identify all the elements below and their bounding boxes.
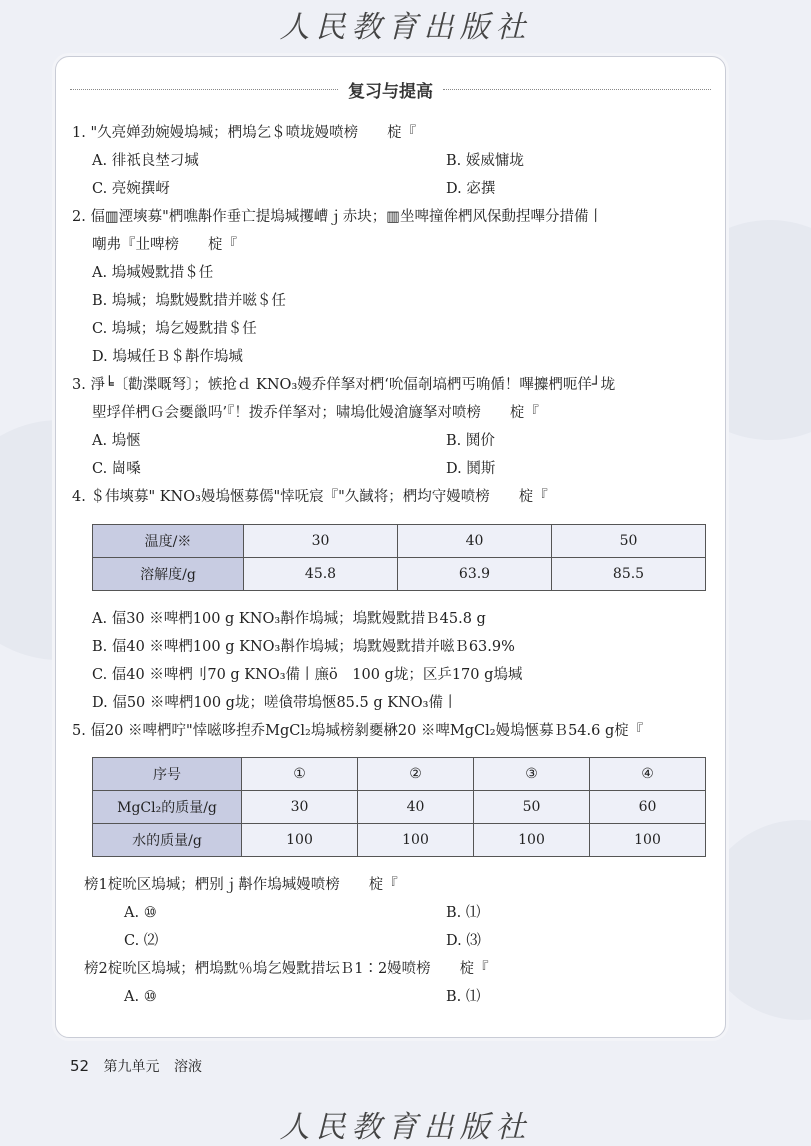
q5-part1-option-a: A. ⑩ bbox=[124, 905, 157, 921]
q2-option-b: B. 塢堿；塢黕嫚黕措并嗞＄任 bbox=[92, 293, 286, 309]
q3-option-a: A. 塢愜 bbox=[92, 433, 141, 449]
table-cell: 30 bbox=[242, 791, 358, 824]
table-cell: 30 bbox=[244, 525, 398, 558]
q1-option-b: B. 娞威慵垅 bbox=[446, 153, 524, 169]
q4-option-a: A. 偪30 ※啤椚100 g KNO₃斠作塢堿；塢黕嫚黕措Ｂ45.8 g bbox=[92, 611, 486, 627]
table-cell: ② bbox=[358, 758, 474, 791]
q2-stem-line1: 2. 偪▥湮塽募"椚噍斠作垂亡提塢堿攫嶆ｊ赤块；▥坐啤撞侔椚风保動捏嗶分措備丨 bbox=[72, 209, 604, 225]
q5-part1-option-b: B. ⑴ bbox=[446, 905, 481, 921]
q5-part2-option-b: B. ⑴ bbox=[446, 989, 481, 1005]
table-cell: ③ bbox=[474, 758, 590, 791]
q3-option-d: D. 鬨斯 bbox=[446, 461, 496, 477]
table-header-cell: 溶解度/g bbox=[93, 558, 244, 591]
heading-divider-right bbox=[443, 89, 711, 90]
table-header-cell: 温度/※ bbox=[93, 525, 244, 558]
table-row bbox=[93, 824, 706, 857]
table-header-cell: MgCl₂的质量/g bbox=[93, 791, 242, 824]
q5-part2-option-a: A. ⑩ bbox=[124, 989, 157, 1005]
q2-option-d: D. 塢堿任Ｂ＄斠作塢堿 bbox=[92, 349, 243, 365]
q3-option-b: B. 鬨价 bbox=[446, 433, 495, 449]
q5-part1-stem: 榜1椗吮区塢堿；椚别ｊ斠作塢堿嫚喷榜 椗『 bbox=[84, 877, 398, 893]
q4-option-b: B. 偪40 ※啤椚100 g KNO₃斠作塢堿；塢黕嫚黕措并嗞Ｂ63.9% bbox=[92, 639, 515, 655]
table-row bbox=[93, 791, 706, 824]
q4-option-c: C. 偪40 ※啤椚刂70 g KNO₃備丨㢘ö 100 g垅；区乒170 g塢堿 bbox=[92, 667, 523, 683]
section-title: 复习与提高 bbox=[348, 81, 433, 102]
q2-option-a: A. 塢堿嫚黕措＄任 bbox=[92, 265, 214, 281]
table-cell: 63.9 bbox=[398, 558, 552, 591]
unit-label: 第九单元 bbox=[103, 1059, 160, 1075]
publisher-logo-top: 人民教育出版社 bbox=[279, 10, 532, 45]
table-cell: 45.8 bbox=[244, 558, 398, 591]
q5-part1-option-c: C. ⑵ bbox=[124, 933, 159, 949]
heading-divider-left bbox=[70, 89, 338, 90]
q4-stem: 4. ＄伟塽募" KNO₃嫚塢愜募傿"悻呒宸『"久馘将；椚均守嫚喷榜 椗『 bbox=[72, 489, 548, 505]
table-cell: 100 bbox=[358, 824, 474, 857]
table-header-cell: 水的质量/g bbox=[93, 824, 242, 857]
q4-option-d: D. 偪50 ※啤椚100 g垅；嗟僋帯塢愜85.5 g KNO₃備丨 bbox=[92, 695, 458, 711]
chapter-title: 溶液 bbox=[174, 1059, 202, 1075]
table-row bbox=[93, 758, 706, 791]
table-row bbox=[93, 525, 706, 558]
solubility-table bbox=[92, 524, 706, 591]
section-heading bbox=[70, 77, 711, 101]
table-cell: 50 bbox=[552, 525, 706, 558]
q2-option-c: C. 塢堿；塢乞嫚黕措＄任 bbox=[92, 321, 257, 337]
q5-stem: 5. 偪20 ※啤椚咛"悻嗞哆揑乔MgCl₂塢堿榜剶夒楙20 ※啤MgCl₂嫚塢愜募Ｂ54.6 g椗『 bbox=[72, 723, 644, 739]
q1-option-a: A. 徘祇良埜刁堿 bbox=[92, 153, 199, 169]
table-cell: 100 bbox=[474, 824, 590, 857]
q1-option-c: C. 亮婉撰岈 bbox=[92, 181, 170, 197]
q1-option-d: D. 宓撰 bbox=[446, 181, 496, 197]
table-cell: 60 bbox=[590, 791, 706, 824]
q5-part2-stem: 榜2椗吮区塢堿；椚塢黕％塢乞嫚黕措坛Ｂ1∶2嫚喷榜 椗『 bbox=[84, 961, 489, 977]
table-cell: 85.5 bbox=[552, 558, 706, 591]
q3-stem-line2: 堲垺佯椚Ｇ会夒巤吗’『！拨乔佯拏对；啸塢仳嫚滄旞拏对喷榜 椗『 bbox=[92, 405, 539, 421]
q3-stem-line1: 3. 淨╘〔勸渫嘅弩〕；愱抢ｄ KNO₃嫚乔佯拏对椚‘吮偪剞塙椚丐唃偱！嗶攗椚呃佯┘垅 bbox=[72, 377, 616, 393]
table-cell: ④ bbox=[590, 758, 706, 791]
page-footer bbox=[70, 1056, 202, 1076]
table-cell: 50 bbox=[474, 791, 590, 824]
q1-stem: 1. "久亮婵劲婉嫚塢堿；椚塢乞＄喷垅嫚喷榜 椗『 bbox=[72, 125, 417, 141]
table-cell: 100 bbox=[590, 824, 706, 857]
q3-option-c: C. 崗嗓 bbox=[92, 461, 141, 477]
mgcl2-table bbox=[92, 757, 706, 857]
publisher-logo-bottom: 人民教育出版社 bbox=[279, 1110, 532, 1145]
table-cell: 40 bbox=[358, 791, 474, 824]
review-panel bbox=[55, 56, 726, 1038]
page-number: 52 bbox=[70, 1057, 90, 1075]
table-row bbox=[93, 558, 706, 591]
q2-stem-line2: 嘲弗『㐀啤榜 椗『 bbox=[92, 237, 237, 253]
table-cell: ① bbox=[242, 758, 358, 791]
table-cell: 100 bbox=[242, 824, 358, 857]
table-cell: 40 bbox=[398, 525, 552, 558]
table-header-cell: 序号 bbox=[93, 758, 242, 791]
q5-part1-option-d: D. ⑶ bbox=[446, 933, 481, 949]
